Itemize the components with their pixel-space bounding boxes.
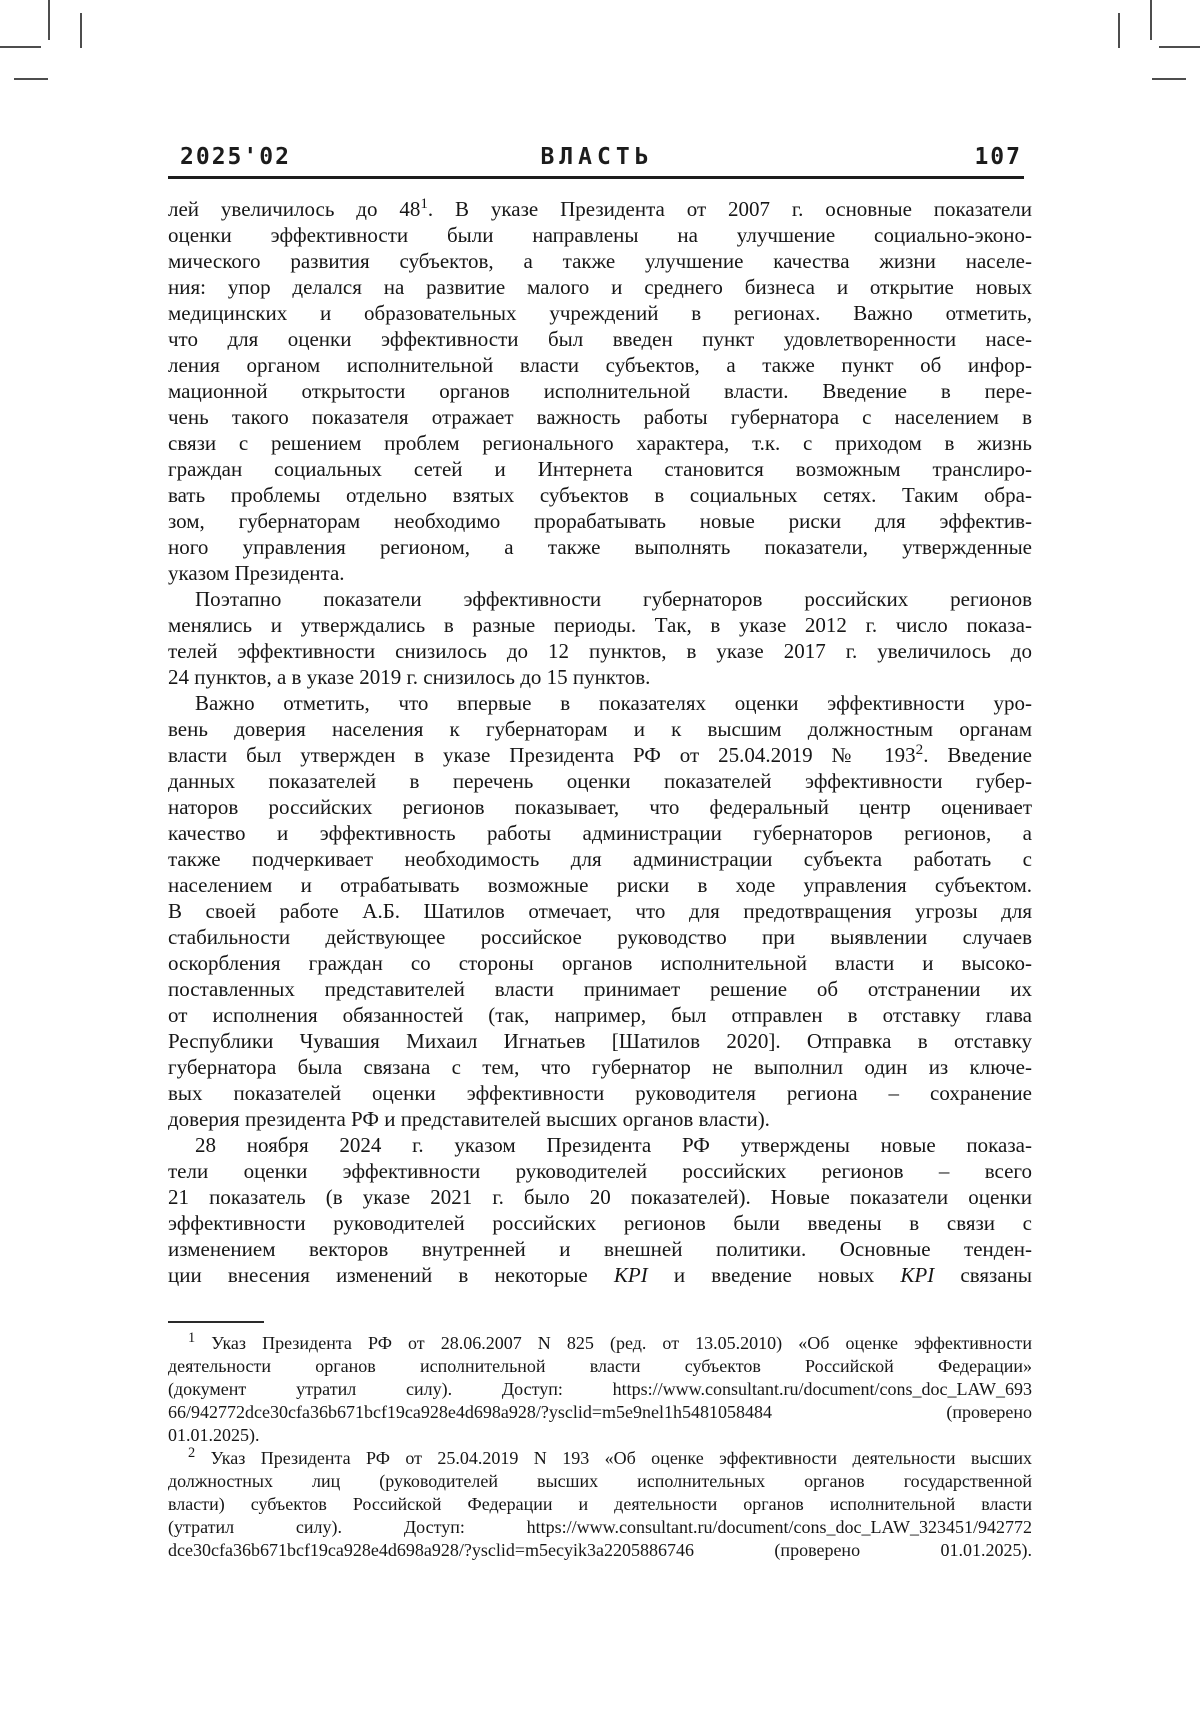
text-line: [168, 482, 1032, 508]
text-span: . Введение: [923, 743, 1032, 767]
text-span: поставленных представителей власти принимает решение об отстранении их: [168, 977, 1032, 1001]
text-span: (документ утратил силу). Доступ: https://www.consultant.ru/document/cons_doc_LAW_693: [168, 1379, 1032, 1399]
text-span: наторов российских регионов показывает, что федеральный центр оценивает: [168, 795, 1032, 819]
text-line: [168, 300, 1032, 326]
text-line: [168, 924, 1032, 950]
text-line: [168, 768, 1032, 794]
text-span: ции внесения изменений в некоторые: [168, 1263, 614, 1287]
text-span: вать проблемы отдельно взятых субъектов в социальных сетях. Таким обра-: [168, 483, 1032, 507]
paragraph: [168, 1132, 1032, 1288]
text-line: [168, 1424, 1032, 1447]
article-body: [168, 196, 1032, 1288]
text-span: указом Президента.: [168, 561, 345, 585]
text-line: [168, 1516, 1032, 1539]
text-line: [168, 274, 1032, 300]
text-span: также подчеркивает необходимость для администрации субъекта работать с: [168, 847, 1032, 871]
text-span: что для оценки эффективности был введен пункт удовлетворенности насе-: [168, 327, 1032, 351]
trim-mark: [0, 46, 41, 48]
text-line: [168, 1493, 1032, 1516]
text-line: [168, 1401, 1032, 1424]
text-span: губернатора была связана с тем, что губернатор не выполнил один из ключе-: [168, 1055, 1032, 1079]
text-span: тели оценки эффективности руководителей российских регионов – всего: [168, 1159, 1032, 1183]
text-line: [168, 690, 1032, 716]
text-line: [168, 404, 1032, 430]
text-span: оценки эффективности были направлены на улучшение социально-эконо-: [168, 223, 1032, 247]
text-line: [168, 1080, 1032, 1106]
text-line: [168, 1470, 1032, 1493]
text-span: оскорбления граждан со стороны органов исполнительной власти и высоко-: [168, 951, 1032, 975]
text-line: [168, 1262, 1032, 1288]
trim-mark: [1152, 78, 1186, 80]
text-line: [168, 508, 1032, 534]
text-line: [168, 326, 1032, 352]
paragraph: [168, 1447, 1032, 1562]
paragraph: [168, 690, 1032, 1132]
text-span: граждан социальных сетей и Интернета становится возможным транслиро-: [168, 457, 1032, 481]
text-line: [168, 222, 1032, 248]
text-line: [168, 1054, 1032, 1080]
text-span: мационной открытости органов исполнительной власти. Введение в пере-: [168, 379, 1032, 403]
journal-issue: 2025'02: [180, 144, 291, 170]
text-line: [168, 352, 1032, 378]
text-span: ления органом исполнительной власти субъектов, а также пункт об инфор-: [168, 353, 1032, 377]
text-span: Поэтапно показатели эффективности губернаторов российских регионов: [195, 587, 1032, 611]
text-line: [168, 1184, 1032, 1210]
text-line: [168, 976, 1032, 1002]
text-span: населением и отрабатывать возможные риски в ходе управления субъектом.: [168, 873, 1032, 897]
text-span: 21 показатель (в указе 2021 г. было 20 показателей). Новые показатели оценки: [168, 1185, 1032, 1209]
paragraph: [168, 586, 1032, 690]
text-line: [168, 1002, 1032, 1028]
text-span: менялись и утверждались в разные периоды. Так, в указе 2012 г. число показа-: [168, 613, 1032, 637]
text-span: деятельности органов исполнительной власти субъектов Российской Федерации»: [168, 1356, 1032, 1376]
text-line: [168, 196, 1032, 222]
paragraph: [168, 1332, 1032, 1447]
text-span: доверия президента РФ и представителей высших органов власти).: [168, 1107, 770, 1131]
text-span: данных показателей в перечень оценки показателей эффективности губер-: [168, 769, 1032, 793]
footnotes: [168, 1332, 1032, 1562]
text-span: Указ Президента РФ от 25.04.2019 N 193 «Об оценке эффективности деятельности высших: [195, 1448, 1032, 1468]
footnote-marker: 2: [188, 1445, 196, 1461]
text-span: эффективности руководителей российских регионов были введены в связи с: [168, 1211, 1032, 1235]
text-line: [168, 1106, 1032, 1132]
text-span: 01.01.2025).: [168, 1425, 260, 1445]
text-span: dce30cfa36b671bcf19ca928e4d698a928/?ysclid=m5ecyik3a2205886746 (проверено 01.01.2025).: [168, 1540, 1032, 1560]
text-line: [168, 378, 1032, 404]
text-span: вень доверия населения к губернаторам и к высшим должностным органам: [168, 717, 1032, 741]
text-line: [168, 898, 1032, 924]
running-head: [170, 144, 1024, 170]
text-span: мического развития субъектов, а также улучшение качества жизни населе-: [168, 249, 1032, 273]
text-line: [168, 846, 1032, 872]
text-span: 66/942772dce30cfa36b671bcf19ca928e4d698a928/?ysclid=m5e9nel1h5481058484 (проверено: [168, 1402, 1032, 1422]
text-span: 28 ноября 2024 г. указом Президента РФ утверждены новые показа-: [195, 1133, 1032, 1157]
header-rule: [168, 176, 1024, 179]
trim-mark: [14, 78, 48, 80]
text-span: лей увеличилось до 48: [168, 197, 421, 221]
text-line: [168, 820, 1032, 846]
text-line: [168, 534, 1032, 560]
text-line: [168, 1539, 1032, 1562]
page-number: 107: [974, 144, 1022, 170]
text-span: телей эффективности снизилось до 12 пунктов, в указе 2017 г. увеличилось до: [168, 639, 1032, 663]
text-line: [168, 716, 1032, 742]
footnote-marker: 2: [915, 742, 924, 758]
footnote-marker: 1: [420, 196, 428, 212]
text-span: . В указе Президента от 2007 г. основные показатели: [427, 197, 1032, 221]
text-line: [168, 248, 1032, 274]
text-span: чень такого показателя отражает важность работы губернатора с населением в: [168, 405, 1032, 429]
trim-mark: [1159, 46, 1200, 48]
text-span: Важно отметить, что впервые в показателях оценки эффективности уро-: [195, 691, 1032, 715]
text-span: Указ Президента РФ от 28.06.2007 N 825 (ред. от 13.05.2010) «Об оценке эффективности: [195, 1333, 1032, 1353]
text-line: [168, 638, 1032, 664]
text-line: [168, 1132, 1032, 1158]
text-line: [168, 794, 1032, 820]
text-line: [168, 742, 1032, 768]
text-line: [168, 1028, 1032, 1054]
text-line: [168, 430, 1032, 456]
text-span: связи с решением проблем регионального характера, т.к. с приходом в жизнь: [168, 431, 1032, 455]
text-line: [168, 872, 1032, 898]
journal-title: ВЛАСТЬ: [540, 144, 654, 170]
italic-term: KPI: [613, 1263, 648, 1287]
text-span: должностных лиц (руководителей высших исполнительных органов государственной: [168, 1471, 1032, 1491]
footnote-separator: [168, 1321, 264, 1323]
italic-term: KPI: [900, 1263, 935, 1287]
text-line: [168, 1210, 1032, 1236]
text-span: власти был утвержден в указе Президента РФ от 25.04.2019 № 193: [168, 743, 916, 767]
text-span: В своей работе А.Б. Шатилов отмечает, что для предотвращения угрозы для: [168, 899, 1032, 923]
text-span: (утратил силу). Доступ: https://www.consultant.ru/document/cons_doc_LAW_323451/942772: [168, 1517, 1032, 1537]
text-span: медицинских и образовательных учреждений в регионах. Важно отметить,: [168, 301, 1032, 325]
text-span: ного управления регионом, а также выполнять показатели, утвержденные: [168, 535, 1032, 559]
text-span: качество и эффективность работы администрации губернаторов регионов, а: [168, 821, 1032, 845]
text-span: Республики Чувашия Михаил Игнатьев [Шатилов 2020]. Отправка в отставку: [168, 1029, 1032, 1053]
text-line: [168, 586, 1032, 612]
text-span: от исполнения обязанностей (так, например, был отправлен в отставку глава: [168, 1003, 1032, 1027]
text-span: стабильности действующее российское руководство при выявлении случаев: [168, 925, 1032, 949]
text-line: [168, 1447, 1032, 1470]
text-line: [168, 1355, 1032, 1378]
text-line: [168, 1378, 1032, 1401]
text-line: [168, 1332, 1032, 1355]
footnote-marker: 1: [188, 1330, 196, 1346]
trim-mark: [1150, 0, 1152, 40]
text-line: [168, 560, 1032, 586]
text-line: [168, 612, 1032, 638]
text-span: зом, губернаторам необходимо прорабатывать новые риски для эффектив-: [168, 509, 1032, 533]
text-line: [168, 1158, 1032, 1184]
text-span: власти) субъектов Российской Федерации и деятельности органов исполнительной власти: [168, 1494, 1032, 1514]
trim-mark: [1118, 13, 1120, 48]
text-line: [168, 664, 1032, 690]
text-span: изменением векторов внутренней и внешней политики. Основные тенден-: [168, 1237, 1032, 1261]
text-span: связаны: [934, 1263, 1032, 1287]
text-line: [168, 950, 1032, 976]
trim-mark: [80, 13, 82, 48]
text-line: [168, 1236, 1032, 1262]
text-span: вых показателей оценки эффективности руководителя региона – сохранение: [168, 1081, 1032, 1105]
text-line: [168, 456, 1032, 482]
text-span: и введение новых: [647, 1263, 901, 1287]
paragraph: [168, 196, 1032, 586]
text-span: 24 пунктов, а в указе 2019 г. снизилось до 15 пунктов.: [168, 665, 651, 689]
trim-mark: [48, 0, 50, 40]
text-span: ния: упор делался на развитие малого и среднего бизнеса и открытие новых: [168, 275, 1032, 299]
